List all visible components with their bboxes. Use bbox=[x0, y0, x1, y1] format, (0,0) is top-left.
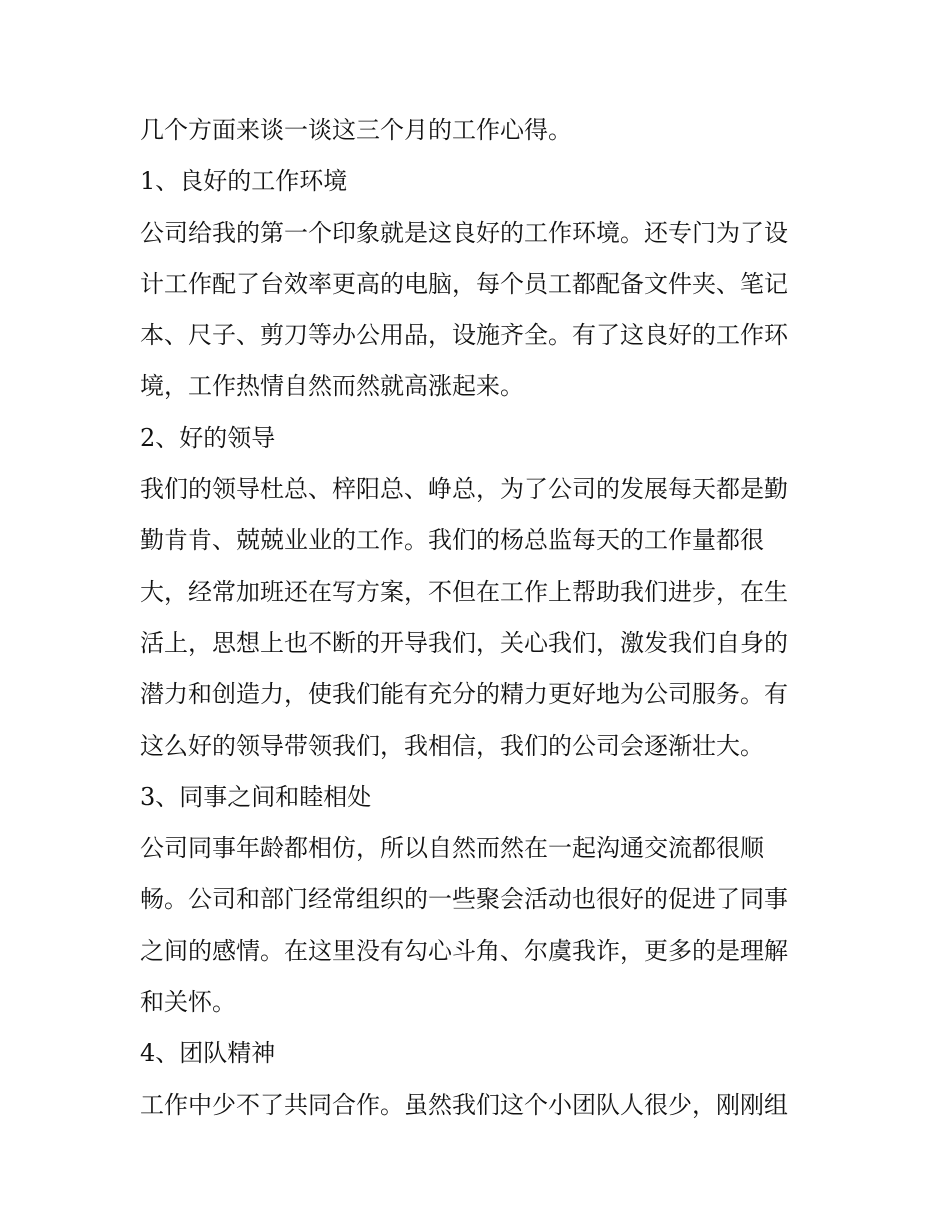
section-heading: 1、良好的工作环境 bbox=[140, 167, 348, 196]
body-text-line: 几个方面来谈一谈这三个月的工作心得。 bbox=[140, 116, 572, 144]
section-heading: 2、好的领导 bbox=[140, 423, 276, 452]
body-text-line: 工作中少不了共同合作。虽然我们这个小团队人很少，刚刚组 bbox=[140, 1090, 788, 1119]
body-text-line: 勤肯肯、兢兢业业的工作。我们的杨总监每天的工作量都很 bbox=[140, 526, 764, 555]
document-body bbox=[140, 110, 820, 1136]
body-text-line: 潜力和创造力，使我们能有充分的精力更好地为公司服务。有 bbox=[140, 680, 788, 709]
body-text-line: 计工作配了台效率更高的电脑，每个员工都配备文件夹、笔记 bbox=[140, 269, 788, 298]
body-text-line: 这么好的领导带领我们，我相信，我们的公司会逐渐壮大。 bbox=[140, 731, 764, 760]
body-text-line: 活上，思想上也不断的开导我们，关心我们，激发我们自身的 bbox=[140, 628, 788, 657]
body-text-line: 大，经常加班还在写方案，不但在工作上帮助我们进步，在生 bbox=[140, 577, 788, 606]
section-heading: 4、团队精神 bbox=[140, 1039, 276, 1068]
section-heading: 3、同事之间和睦相处 bbox=[140, 782, 372, 811]
body-text-line: 畅。公司和部门经常组织的一些聚会活动也很好的促进了同事 bbox=[140, 885, 788, 914]
body-text-line: 境，工作热情自然而然就高涨起来。 bbox=[140, 372, 524, 401]
body-text-line: 本、尺子、剪刀等办公用品，设施齐全。有了这良好的工作环 bbox=[140, 321, 788, 350]
body-text-line: 和关怀。 bbox=[140, 988, 236, 1017]
body-text-line: 公司同事年龄都相仿，所以自然而然在一起沟通交流都很顺 bbox=[140, 834, 764, 863]
body-text-line: 公司给我的第一个印象就是这良好的工作环境。还专门为了设 bbox=[140, 218, 788, 247]
body-text-line: 我们的领导杜总、梓阳总、峥总，为了公司的发展每天都是勤 bbox=[140, 475, 788, 504]
body-text-line: 之间的感情。在这里没有勾心斗角、尔虞我诈，更多的是理解 bbox=[140, 936, 788, 965]
